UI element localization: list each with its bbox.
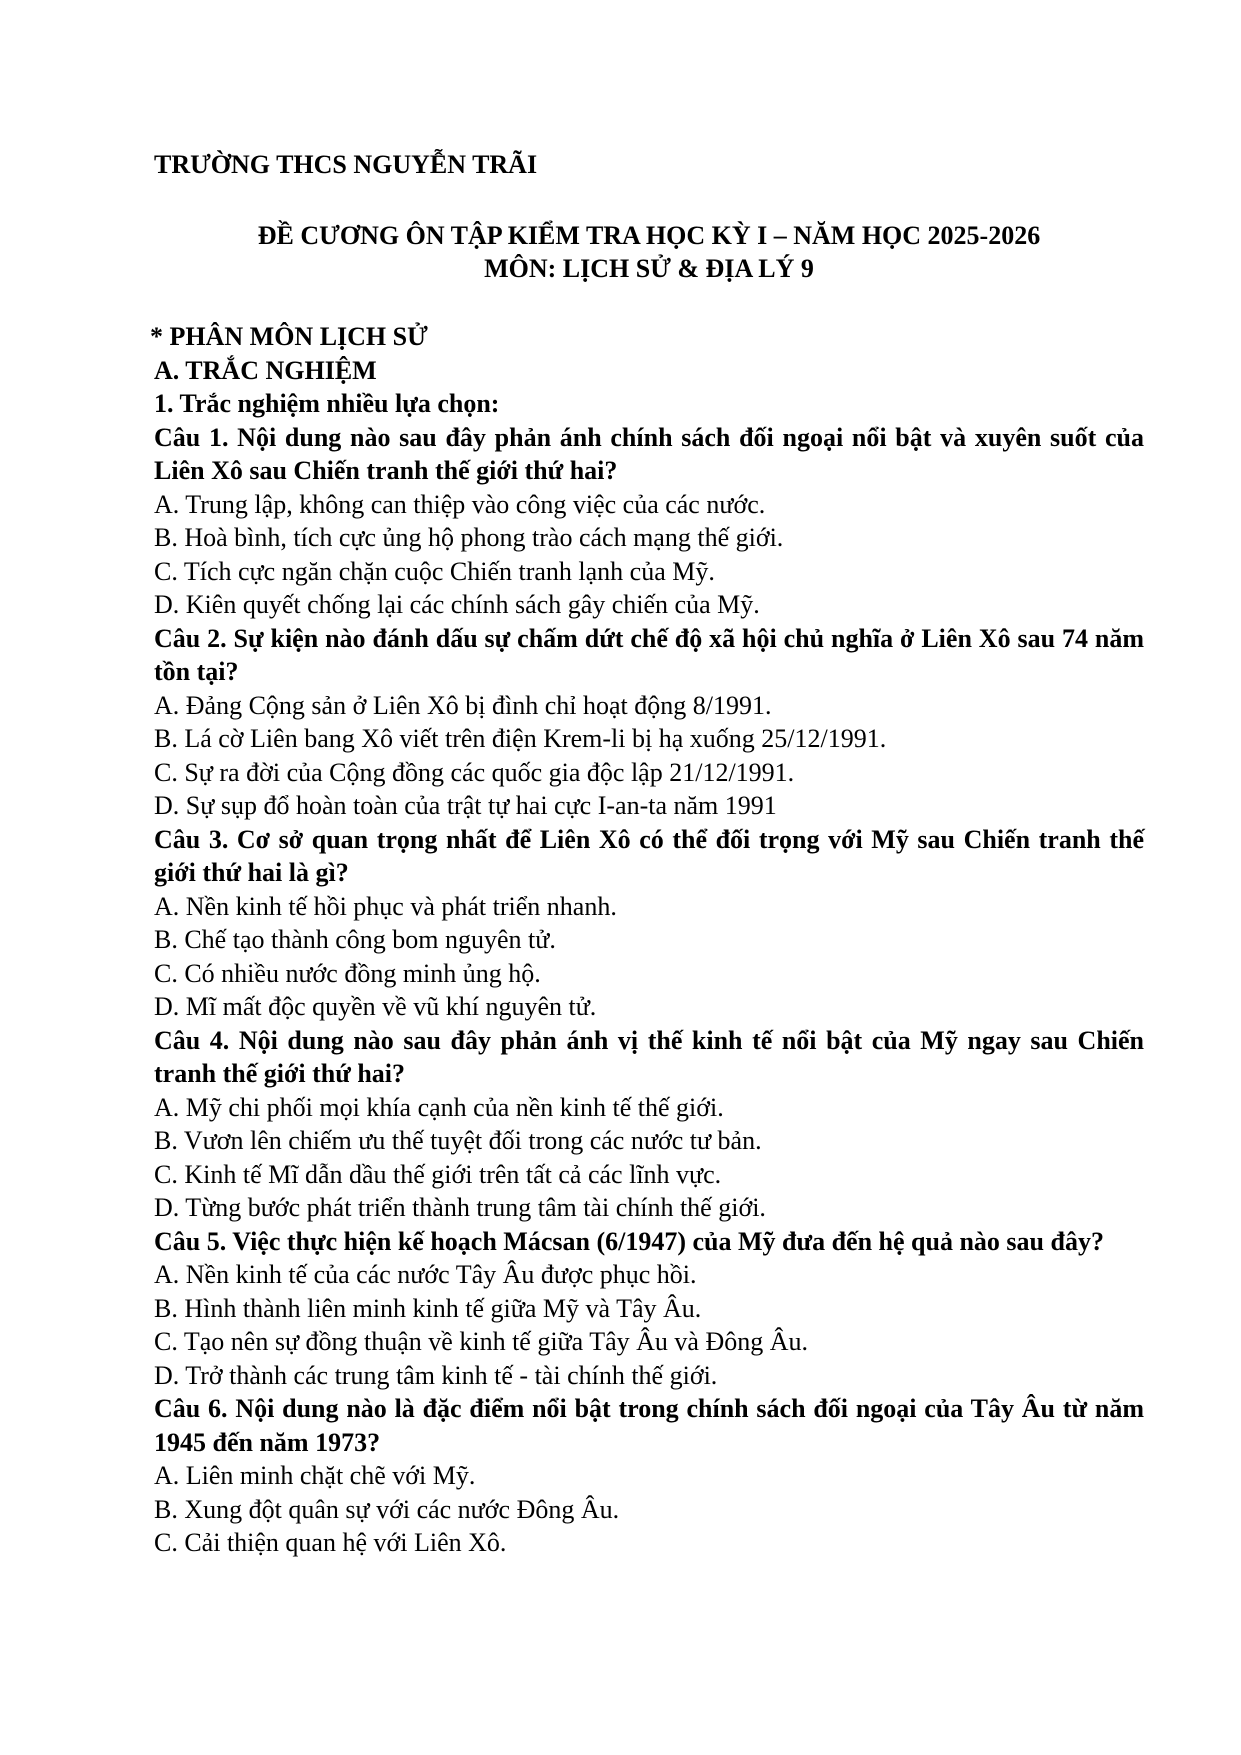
answer-option: B. Chế tạo thành công bom nguyên tử. [154,925,556,954]
answer-option: C. Tích cực ngăn chặn cuộc Chiến tranh lạnh của Mỹ. [154,556,715,586]
answer-option: A. Đảng Cộng sản ở Liên Xô bị đình chỉ hoạt động 8/1991. [154,690,772,720]
answer-option: B. Hình thành liên minh kinh tế giữa Mỹ và Tây Âu. [154,1293,702,1323]
question-6 [154,1392,1144,1560]
answer-option: B. Vươn lên chiếm ưu thế tuyệt đối trong các nước tư bản. [154,1126,762,1155]
answer-option: D. Sự sụp đổ hoàn toàn của trật tự hai cực I-an-ta năm 1991 [154,791,777,820]
school-name: TRƯỜNG THCS NGUYỄN TRÃI [154,150,538,179]
answer-options [154,1258,1144,1392]
question-4 [154,1024,1144,1225]
question-2 [154,622,1144,823]
answer-options [154,488,1144,622]
answer-option: C. Cải thiện quan hệ với Liên Xô. [154,1528,507,1557]
document-body [150,320,1144,1560]
question-stem: Câu 5. Việc thực hiện kế hoạch Mácsan (6/1947) của Mỹ đưa đến hệ quả nào sau đây? [154,1226,1104,1256]
answer-option: C. Có nhiều nước đồng minh ủng hộ. [154,958,541,988]
answer-option: D. Trở thành các trung tâm kinh tế - tài chính thế giới. [154,1360,718,1390]
section-heading: A. TRẮC NGHIỆM [154,355,377,385]
answer-option: D. Từng bước phát triển thành trung tâm tài chính thế giới. [154,1193,766,1222]
answer-option: A. Mỹ chi phối mọi khía cạnh của nền kinh tế thế giới. [154,1092,724,1122]
answer-option: B. Hoà bình, tích cực ủng hộ phong trào cách mạng thế giới. [154,523,784,552]
question-stem: Câu 1. Nội dung nào sau đây phản ánh chính sách đối ngoại nổi bật và xuyên suốt của Liên Xô sau Chiến tranh thế giới thứ hai? [154,422,1144,485]
question-3 [154,823,1144,1024]
question-stem: Câu 4. Nội dung nào sau đây phản ánh vị thế kinh tế nổi bật của Mỹ ngay sau Chiến tranh thế giới thứ hai? [154,1025,1144,1088]
answer-option: B. Lá cờ Liên bang Xô viết trên điện Krem-li bị hạ xuống 25/12/1991. [154,724,887,753]
question-stem: Câu 2. Sự kiện nào đánh dấu sự chấm dứt chế độ xã hội chủ nghĩa ở Liên Xô sau 74 năm tồn tại? [154,623,1144,686]
answer-options [154,1091,1144,1225]
answer-options [154,890,1144,1024]
question-1 [154,421,1144,622]
answer-option: A. Nền kinh tế hồi phục và phát triển nhanh. [154,891,617,921]
answer-option: A. Trung lập, không can thiệp vào công việc của các nước. [154,489,766,519]
answer-option: A. Nền kinh tế của các nước Tây Âu được phục hồi. [154,1260,697,1289]
question-stem: Câu 3. Cơ sở quan trọng nhất để Liên Xô có thể đối trọng với Mỹ sau Chiến tranh thế giới thứ hai là gì? [154,824,1144,887]
answer-options [154,689,1144,823]
subject-title: MÔN: LỊCH SỬ & ĐỊA LÝ 9 [484,254,814,283]
part-heading: * PHÂN MÔN LỊCH SỬ [150,322,428,351]
document-title: ĐỀ CƯƠNG ÔN TẬP KIỂM TRA HỌC KỲ I – NĂM HỌC 2025-2026 [257,221,1041,250]
answer-option: B. Xung đột quân sự với các nước Đông Âu. [154,1494,620,1524]
answer-option: D. Mĩ mất độc quyền về vũ khí nguyên tử. [154,992,597,1021]
answer-option: C. Tạo nên sự đồng thuận về kinh tế giữa Tây Âu và Đông Âu. [154,1327,809,1356]
answer-option: D. Kiên quyết chống lại các chính sách gây chiến của Mỹ. [154,590,760,619]
subsection-heading: 1. Trắc nghiệm nhiều lựa chọn: [154,389,500,418]
question-stem: Câu 6. Nội dung nào là đặc điểm nổi bật trong chính sách đối ngoại của Tây Âu từ năm 1945 đến năm 1973? [154,1394,1144,1457]
answer-option: C. Sự ra đời của Cộng đồng các quốc gia độc lập 21/12/1991. [154,757,795,787]
answer-options [154,1459,1144,1560]
answer-option: A. Liên minh chặt chẽ với Mỹ. [154,1461,476,1490]
question-5 [154,1225,1144,1393]
answer-option: C. Kinh tế Mĩ dẫn dầu thế giới trên tất cả các lĩnh vực. [154,1159,722,1189]
